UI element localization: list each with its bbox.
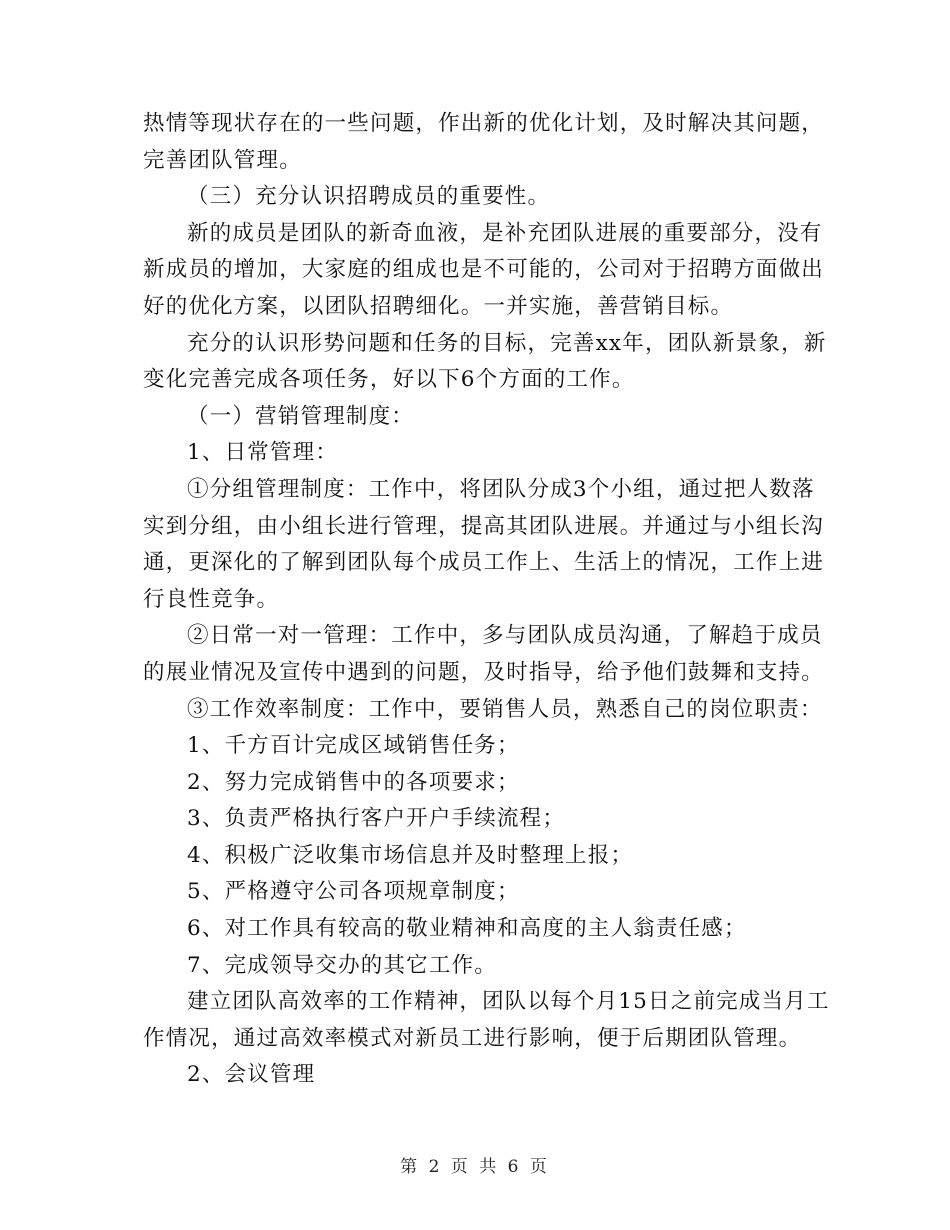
body-line: 热情等现状存在的一些问题，作出新的优化计划，及时解决其问题， (143, 111, 825, 136)
subsection-heading: 2、会议管理 (187, 1062, 316, 1088)
list-item: 4、积极广泛收集市场信息并及时整理上报； (187, 842, 634, 868)
body-line: 新成员的增加，大家庭的组成也是不可能的，公司对于招聘方面做出 (143, 257, 825, 283)
page-number-footer: 第 2 页 共 6 页 (400, 1157, 550, 1177)
list-item: 3、负责严格执行客户开户手续流程； (187, 806, 566, 832)
body-line: 作情况，通过高效率模式对新员工进行影响，便于后期团队管理。 (143, 1025, 802, 1051)
list-item: 5、严格遵守公司各项规章制度； (187, 879, 520, 905)
body-line: 的展业情况及宣传中遇到的问题，及时指导，给予他们鼓舞和支持。 (143, 659, 825, 685)
subsection-heading: 1、日常管理： (187, 440, 339, 466)
section-heading: （一）营销管理制度： (187, 403, 415, 429)
body-line: ③工作效率制度：工作中，要销售人员，熟悉自己的岗位职责： (187, 696, 823, 722)
body-line: ②日常一对一管理：工作中，多与团队成员沟通，了解趋于成员 (187, 623, 823, 649)
list-item: 1、千方百计完成区域销售任务； (187, 733, 520, 759)
body-line: 变化完善完成各项任务，好以下6个方面的工作。 (143, 367, 635, 393)
list-item: 7、完成领导交办的其它工作。 (187, 952, 497, 978)
body-line: 好的优化方案，以团队招聘细化。一并实施，善营销目标。 (143, 293, 734, 319)
body-line: 通，更深化的了解到团队每个成员工作上、生活上的情况，工作上进 (143, 550, 825, 576)
document-body (143, 106, 830, 1094)
list-item: 6、对工作具有较高的敬业精神和高度的主人翁责任感； (187, 916, 747, 942)
section-heading: （三）充分认识招聘成员的重要性。 (187, 184, 551, 210)
body-line: 行良性竞争。 (143, 586, 280, 612)
body-line: 充分的认识形势问题和任务的目标，完善xx年，团队新景象，新 (187, 330, 827, 356)
body-line: 实到分组，由小组长进行管理，提高其团队进展。并通过与小组长沟 (143, 513, 825, 539)
body-line: 完善团队管理。 (143, 147, 302, 173)
body-line: ①分组管理制度：工作中，将团队分成3个小组，通过把人数落 (187, 476, 815, 502)
list-item: 2、努力完成销售中的各项要求； (187, 769, 520, 795)
body-line: 新的成员是团队的新奇血液，是补充团队进展的重要部分，没有 (187, 220, 823, 246)
body-line: 建立团队高效率的工作精神，团队以每个月15日之前完成当月工 (187, 989, 830, 1015)
